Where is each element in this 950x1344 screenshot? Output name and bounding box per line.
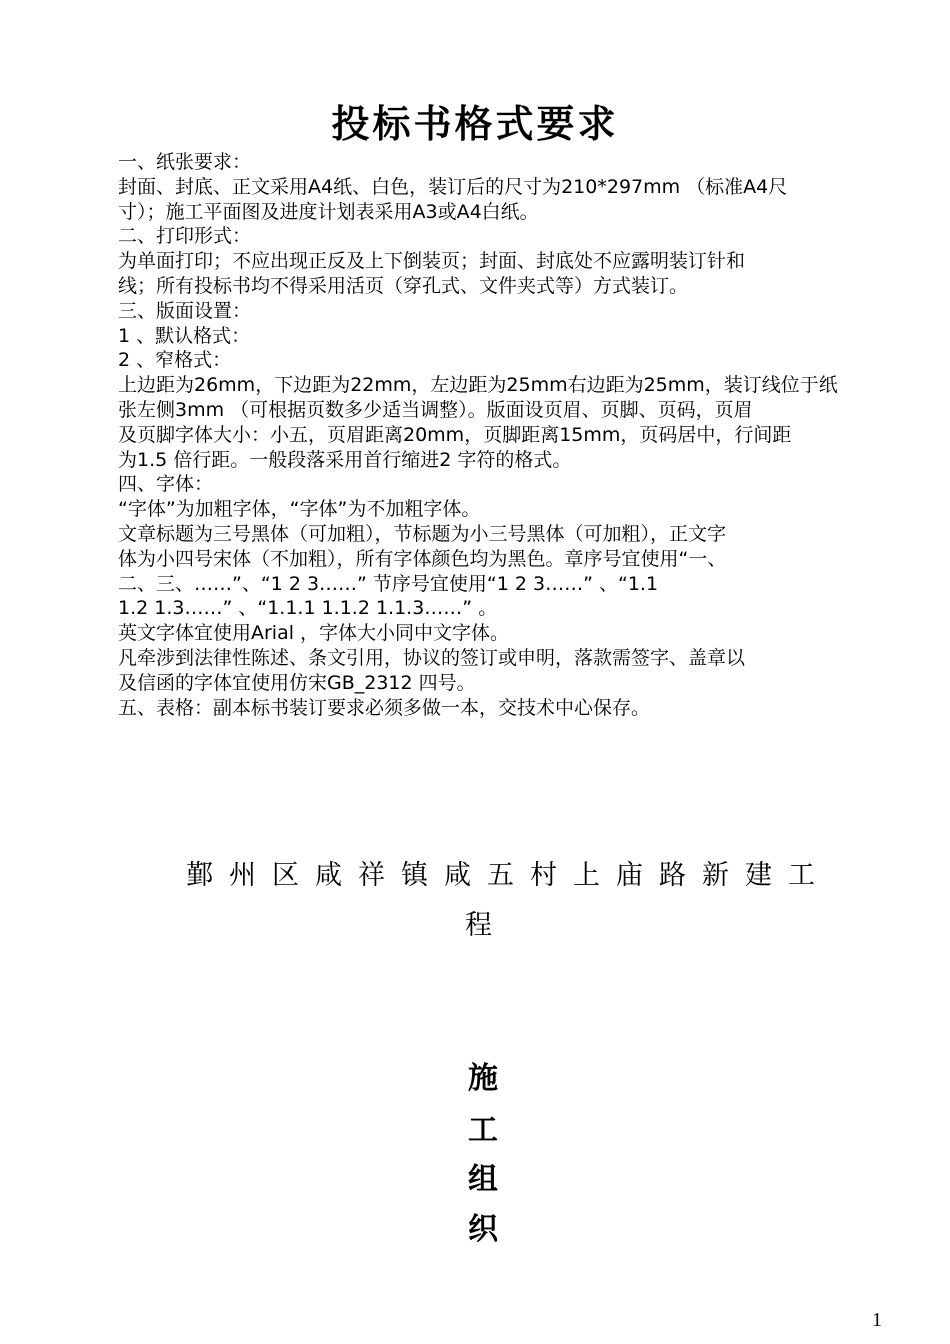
text-line: 1.2 1.3……” 、“1.1.1 1.1.2 1.1.3……” 。 (118, 597, 498, 620)
text-line: 1 、默认格式： (118, 324, 251, 347)
text-line: 二、打印形式： (118, 225, 252, 248)
text-line: 为单面打印；不应出现正反及上下倒装页；封面、封底处不应露明装订针和 (118, 250, 746, 273)
text-line: 英文字体宜使用Arial ，字体大小同中文字体。 (118, 622, 510, 645)
text-line: 及信函的字体宜使用仿宋GB_2312 四号。 (118, 671, 476, 694)
requirements-body (118, 150, 860, 720)
project-name-line-1: 鄞州区咸祥镇咸五村上庙路新建工 (186, 860, 831, 891)
text-line: 及页脚字体大小：小五，页眉距离20mm，页脚距离15mm，页码居中，行间距 (118, 423, 792, 446)
text-line: 上边距为26mm，下边距为22mm，左边距为25mm右边距为25mm，装订线位于纸 (118, 374, 838, 397)
text-line: 凡牵涉到法律性陈述、条文引用，协议的签订或申明，落款需签字、盖章以 (118, 646, 746, 669)
text-line: 张左侧3mm （可根据页数多少适当调整）。版面设页眉、页脚、页码，页眉 (118, 398, 753, 421)
cover-vertical-char: 施 (468, 1061, 498, 1096)
page-number: 1 (872, 1309, 882, 1331)
cover-vertical-char: 组 (468, 1162, 498, 1197)
text-line: 为1.5 倍行距。一般段落采用首行缩进2 字符的格式。 (118, 448, 572, 471)
text-line: 二、三、……”、“1 2 3……” 节序号宜使用“1 2 3……” 、“1.1 (118, 572, 659, 595)
text-line: 三、版面设置： (118, 299, 252, 322)
text-line: “字体”为加粗字体，“字体”为不加粗字体。 (118, 498, 481, 521)
text-line: 线；所有投标书均不得采用活页（穿孔式、文件夹式等）方式装订。 (118, 274, 689, 297)
text-line: 体为小四号宋体（不加粗），所有字体颜色均为黑色。章序号宜使用“一、 (118, 547, 727, 570)
cover-vertical-char: 工 (468, 1113, 498, 1148)
text-line: 封面、封底、正文采用A4纸、白色，装订后的尺寸为210*297mm （标准A4尺 (118, 175, 788, 198)
project-name-line-2: 程 (465, 910, 508, 941)
text-line: 四、字体： (118, 473, 214, 496)
text-line: 文章标题为三号黑体（可加粗），节标题为小三号黑体（可加粗），正文字 (118, 522, 727, 545)
text-line: 寸）；施工平面图及进度计划表采用A3或A4白纸。 (118, 200, 539, 223)
text-line: 一、纸张要求： (118, 151, 252, 173)
text-line: 五、表格：副本标书装订要求必须多做一本，交技术中心保存。 (118, 696, 651, 719)
document-title: 投标书格式要求 (331, 102, 619, 146)
text-line: 2 、窄格式： (118, 349, 232, 372)
cover-vertical-char: 织 (468, 1212, 498, 1247)
